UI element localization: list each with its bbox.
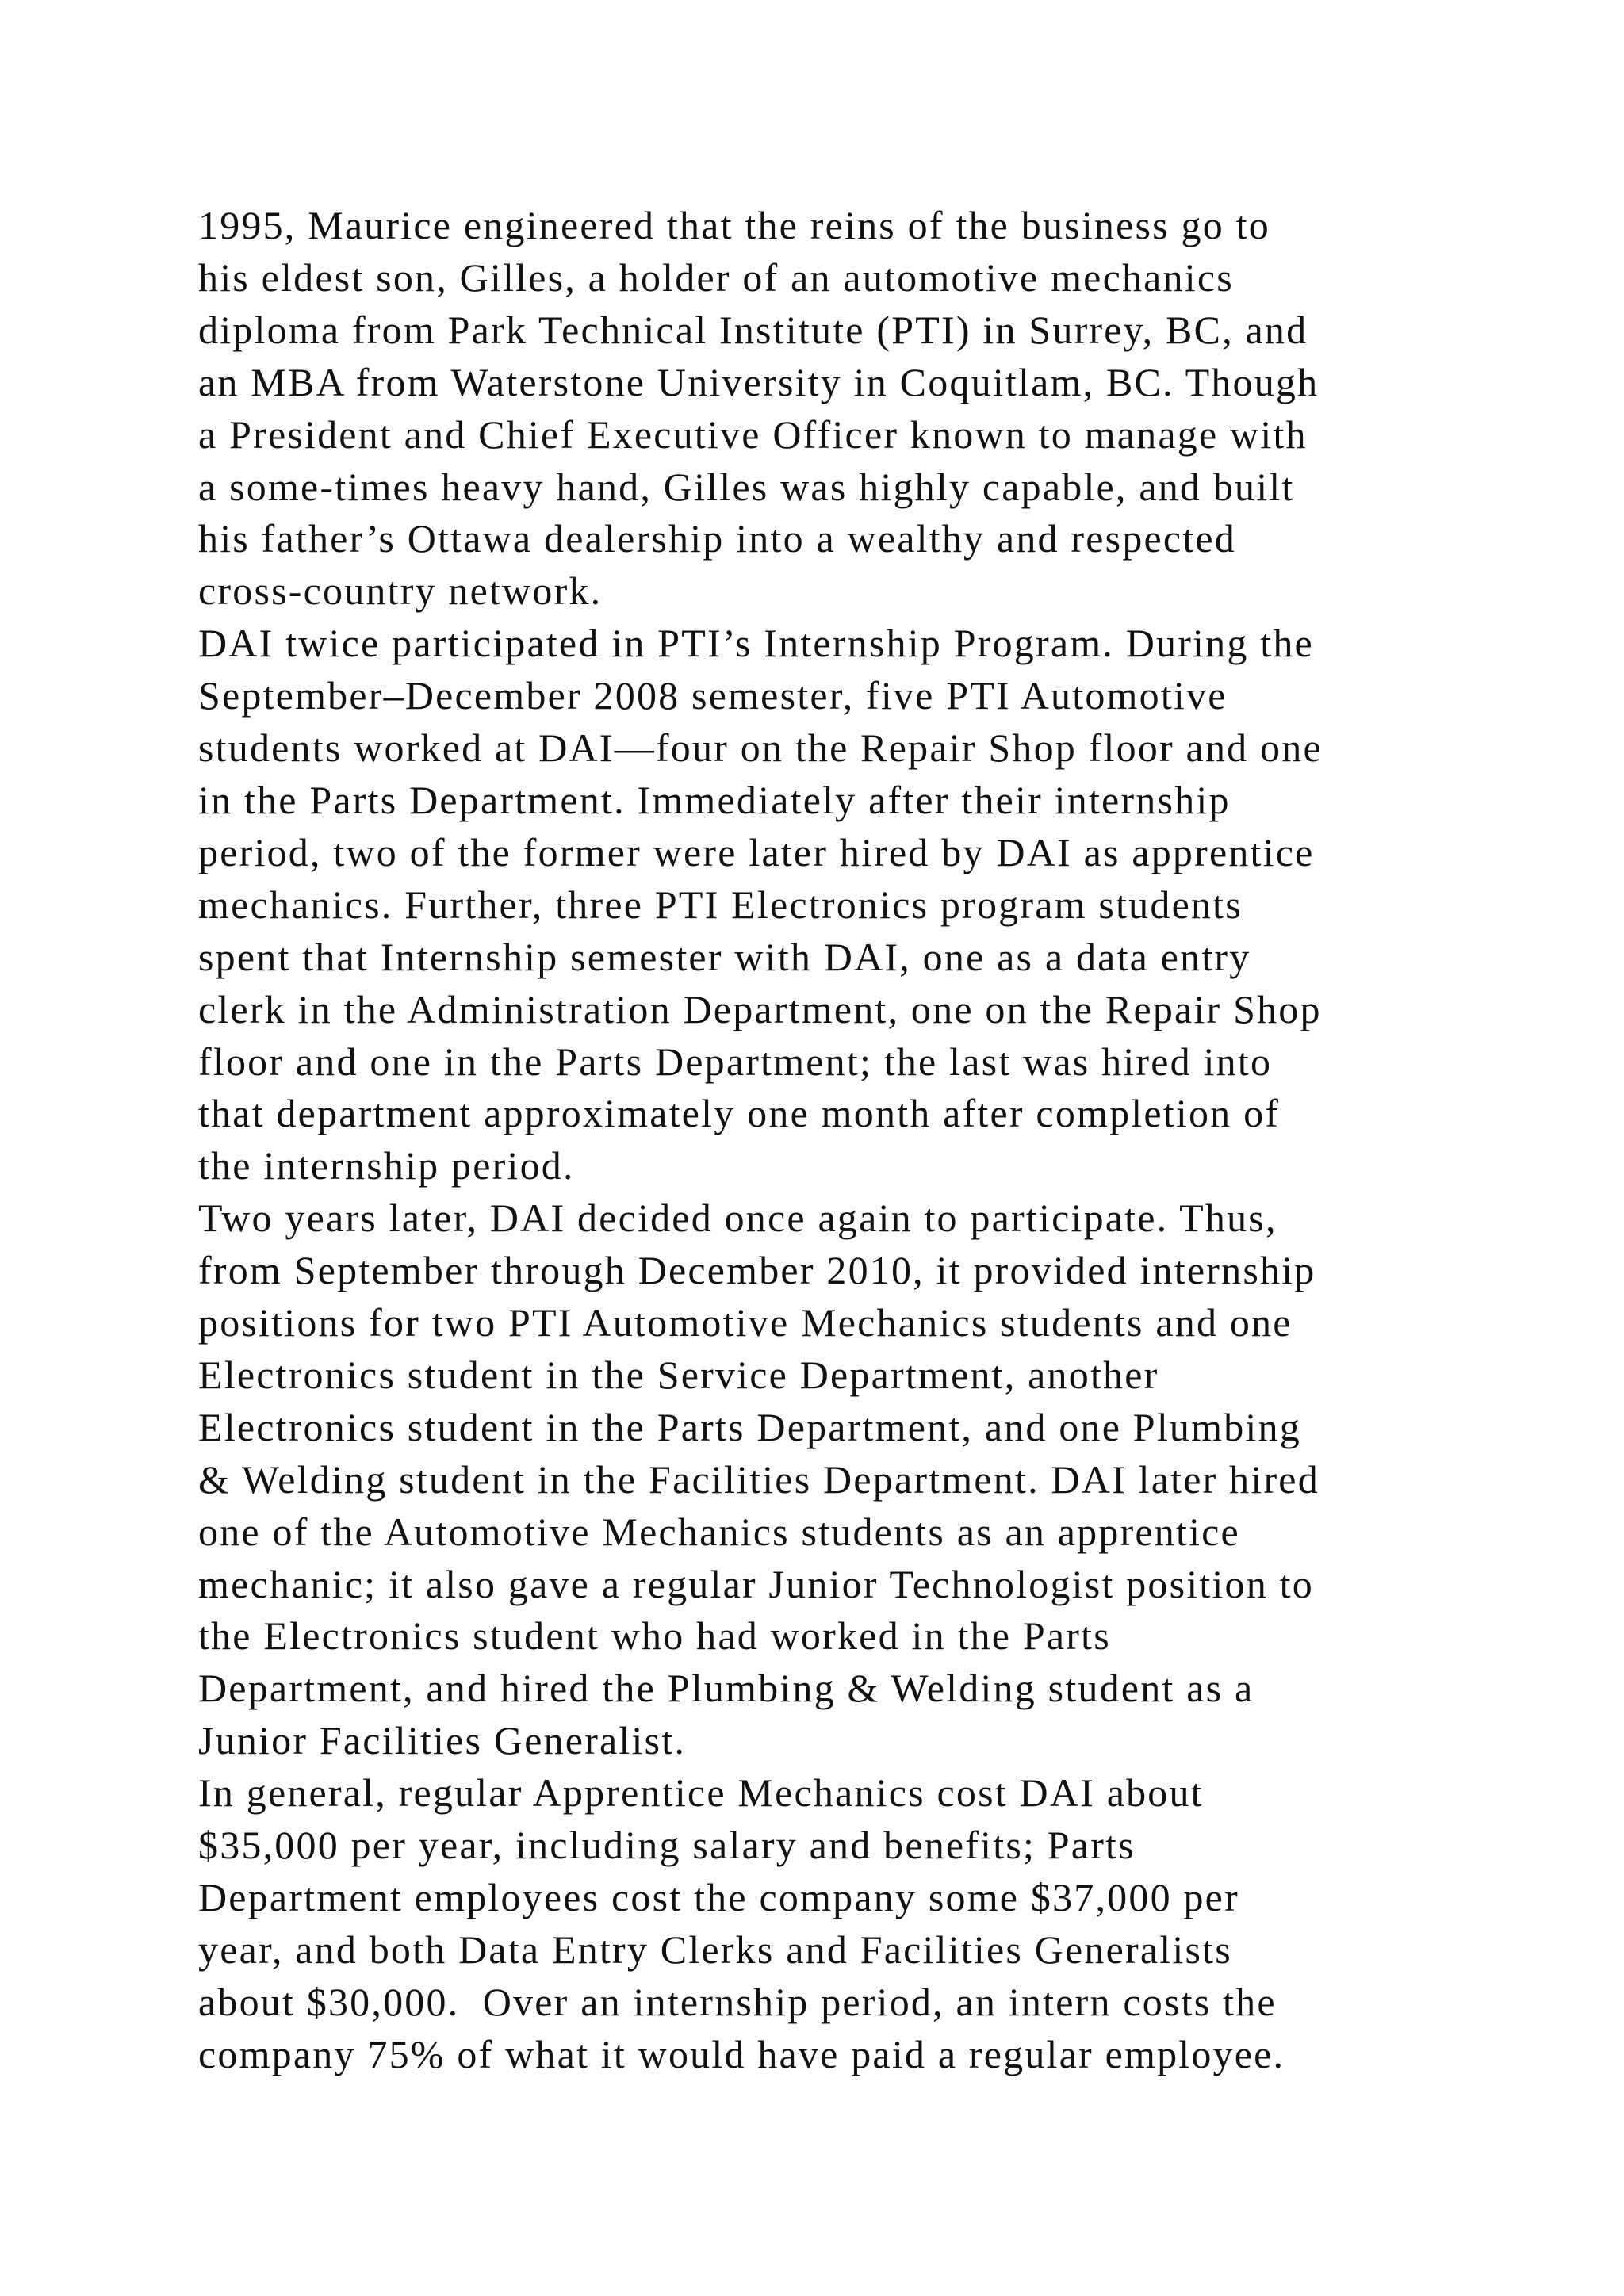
text-line: Junior Facilities Generalist. xyxy=(198,1718,687,1763)
text-line: spent that Internship semester with DAI, one as a data entry xyxy=(198,934,1251,979)
text-line: a President and Chief Executive Officer known to manage with xyxy=(198,411,1308,457)
text-line: Electronics student in the Parts Department, and one Plumbing xyxy=(198,1404,1301,1449)
text-line: Two years later, DAI decided once again to participate. Thus, xyxy=(198,1196,1277,1241)
text-line: 1995, Maurice engineered that the reins of the business go to xyxy=(198,203,1270,247)
text-line: the Electronics student who had worked in the Parts xyxy=(198,1613,1111,1659)
text-line: In general, regular Apprentice Mechanics cost DAI about xyxy=(198,1770,1204,1816)
text-line: clerk in the Administration Department, one on the Repair Shop xyxy=(198,986,1322,1031)
text-line: Department, and hired the Plumbing & Welding student as a xyxy=(198,1666,1254,1711)
text-line: students worked at DAI—four on the Repair Shop floor and one xyxy=(198,725,1323,771)
text-line: one of the Automotive Mechanics students as an apprentice xyxy=(198,1509,1240,1554)
text-line: floor and one in the Parts Department; the last was hired into xyxy=(198,1039,1273,1084)
text-line: $35,000 per year, including salary and benefits; Parts xyxy=(198,1823,1136,1868)
text-line: diploma from Park Technical Institute (PTI) in Surrey, BC, and xyxy=(198,307,1308,352)
text-line: an MBA from Waterstone University in Coquitlam, BC. Though xyxy=(198,359,1320,404)
text-line: Electronics student in the Service Department, another xyxy=(198,1352,1159,1397)
text-line: year, and both Data Entry Clerks and Facilities Generalists xyxy=(198,1927,1232,1972)
text-line: cross-country network. xyxy=(198,568,603,614)
text-line: from September through December 2010, it provided internship xyxy=(198,1248,1316,1293)
text-line: his eldest son, Gilles, a holder of an automotive mechanics xyxy=(198,254,1234,300)
text-line: about $30,000. Over an internship period, an intern costs the xyxy=(198,1979,1277,2024)
text-line: DAI twice participated in PTI’s Internship Program. During the xyxy=(198,621,1314,666)
text-line: positions for two PTI Automotive Mechanics students and one xyxy=(198,1300,1293,1345)
text-line: a some-times heavy hand, Gilles was highly capable, and built xyxy=(198,464,1295,509)
text-line: mechanics. Further, three PTI Electronics program students xyxy=(198,882,1243,927)
text-line: Department employees cost the company some $37,000 per xyxy=(198,1875,1239,1919)
text-line: mechanic; it also gave a regular Junior Technologist position to xyxy=(198,1561,1314,1606)
text-line: & Welding student in the Facilities Department. DAI later hired xyxy=(198,1456,1320,1502)
text-line: his father’s Ottawa dealership into a wealthy and respected xyxy=(198,516,1236,561)
text-line: the internship period. xyxy=(198,1143,575,1188)
text-line: September–December 2008 semester, five PTI Automotive xyxy=(198,673,1228,718)
text-line: in the Parts Department. Immediately after their internship xyxy=(198,777,1231,822)
text-line: company 75% of what it would have paid a regular employee. xyxy=(198,2031,1285,2076)
body-text xyxy=(198,200,1507,2081)
text-line: that department approximately one month after completion of xyxy=(198,1091,1281,1136)
text-line: period, two of the former were later hired by DAI as apprentice xyxy=(198,829,1315,874)
